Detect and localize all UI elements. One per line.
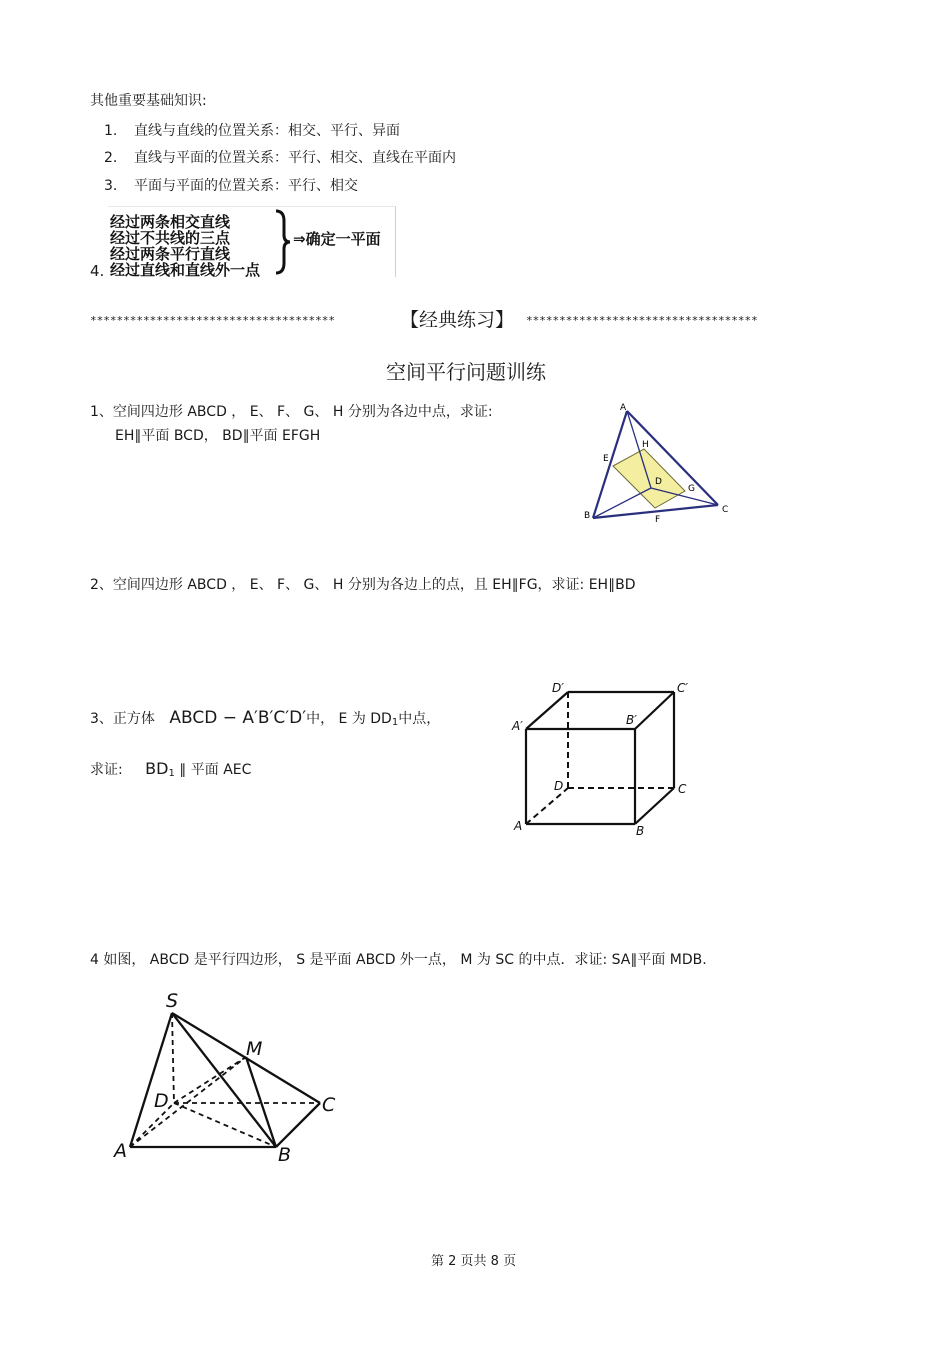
- subscript: 1: [168, 768, 175, 779]
- section-title: 【经典练习】: [400, 309, 515, 331]
- edge-AD: [526, 788, 568, 824]
- edge-BC: [635, 788, 674, 824]
- tetrahedron-figure: [578, 398, 738, 528]
- label-D: D: [154, 1090, 169, 1112]
- curly-brace-icon: [273, 209, 293, 275]
- rule-result: ⇒确定一平面: [293, 230, 381, 248]
- cube-figure: [508, 678, 698, 838]
- label-A: A: [114, 1140, 127, 1162]
- label-Cp: C′: [677, 681, 689, 695]
- problem-2-statement: 2、空间四边形 ABCD ， E、 F、 G、 H 分别为各边上的点，且 EH∥FG，求证: EH∥BD: [90, 577, 636, 593]
- label-S: S: [166, 990, 179, 1012]
- problem-3-statement: [90, 708, 440, 728]
- rule-line-3: 经过两条平行直线: [110, 245, 231, 263]
- problem-1-statement: 1、空间四边形 ABCD ， E、 F、 G、 H 分别为各边中点，求证:: [90, 404, 493, 420]
- list-text: 直线与直线的位置关系：相交、平行、异面: [134, 123, 400, 139]
- subscript: 1: [391, 717, 399, 728]
- prove-label: 求证:: [90, 762, 123, 778]
- label-C: C: [678, 782, 687, 796]
- basics-item-3: [104, 175, 358, 195]
- pyramid-figure: [108, 985, 358, 1165]
- rule-line-1: 经过两条相交直线: [110, 213, 231, 231]
- midpoint-section: [613, 449, 685, 508]
- problem-4-statement: 4 如图， ABCD 是平行四边形， S 是平面 ABCD 外一点， M 为 SC 的中点．求证: SA∥平面 MDB.: [90, 952, 707, 968]
- label-A: A: [514, 819, 523, 833]
- list-number: 3.: [104, 178, 118, 194]
- edge-AM: [130, 1057, 246, 1147]
- basics-item-1: [104, 120, 400, 140]
- problem-3-goal-rest: ∥ 平面 AEC: [174, 762, 252, 778]
- list-number: 2.: [104, 150, 118, 166]
- section-heading: 其他重要基础知识:: [90, 93, 207, 109]
- label-D: D: [554, 779, 564, 793]
- label-C: C: [322, 1094, 336, 1116]
- page-footer: 第 2 页共 8 页: [431, 1254, 517, 1269]
- label-B: B: [278, 1144, 292, 1165]
- label-B: B: [636, 824, 645, 838]
- edge-SD: [172, 1013, 174, 1103]
- label-M: M: [246, 1038, 263, 1060]
- rule-line-2: 经过不共线的三点: [110, 229, 231, 247]
- list-number: 1.: [104, 123, 118, 139]
- problem-3-prefix: 3、正方体: [90, 711, 155, 727]
- label-E: E: [603, 454, 609, 464]
- cube-notation: ABCD − A′B′C′D′: [169, 708, 307, 728]
- label-Dp: D′: [552, 681, 564, 695]
- edge-MB: [246, 1057, 276, 1147]
- label-Bp: B′: [626, 713, 637, 727]
- bd1-line: BD: [145, 759, 169, 778]
- problem-3-mid: 中， E 为 DD: [306, 711, 392, 727]
- label-G: G: [688, 484, 695, 494]
- stars-right: ***********************************: [526, 314, 758, 327]
- label-F: F: [655, 515, 661, 525]
- list-text: 平面与平面的位置关系：平行、相交: [134, 178, 358, 194]
- list-text: 直线与平面的位置关系：平行、相交、直线在平面内: [134, 150, 456, 166]
- problem-3-goal: [90, 759, 251, 779]
- edge-BC: [276, 1103, 320, 1147]
- edge-ApDp: [526, 692, 568, 729]
- label-A: A: [620, 403, 627, 413]
- label-Ap: A′: [512, 719, 523, 733]
- problem-1-goal: EH∥平面 BCD， BD∥平面 EFGH: [115, 428, 321, 444]
- stars-left: *************************************: [90, 314, 336, 327]
- edge-BpCp: [635, 692, 674, 729]
- label-C: C: [722, 505, 729, 515]
- label-B: B: [584, 511, 591, 521]
- problem-3-suffix: 中点，: [398, 711, 441, 727]
- page-title: 空间平行问题训练: [386, 360, 546, 384]
- label-H: H: [642, 440, 649, 450]
- edge-SB: [172, 1013, 276, 1147]
- edge-DB: [174, 1103, 276, 1147]
- plane-determination-rule: [108, 206, 396, 277]
- rule-number: 4.: [90, 262, 105, 280]
- basics-item-2: [104, 147, 456, 167]
- label-D: D: [655, 477, 662, 487]
- rule-line-4: 经过直线和直线外一点: [110, 261, 261, 279]
